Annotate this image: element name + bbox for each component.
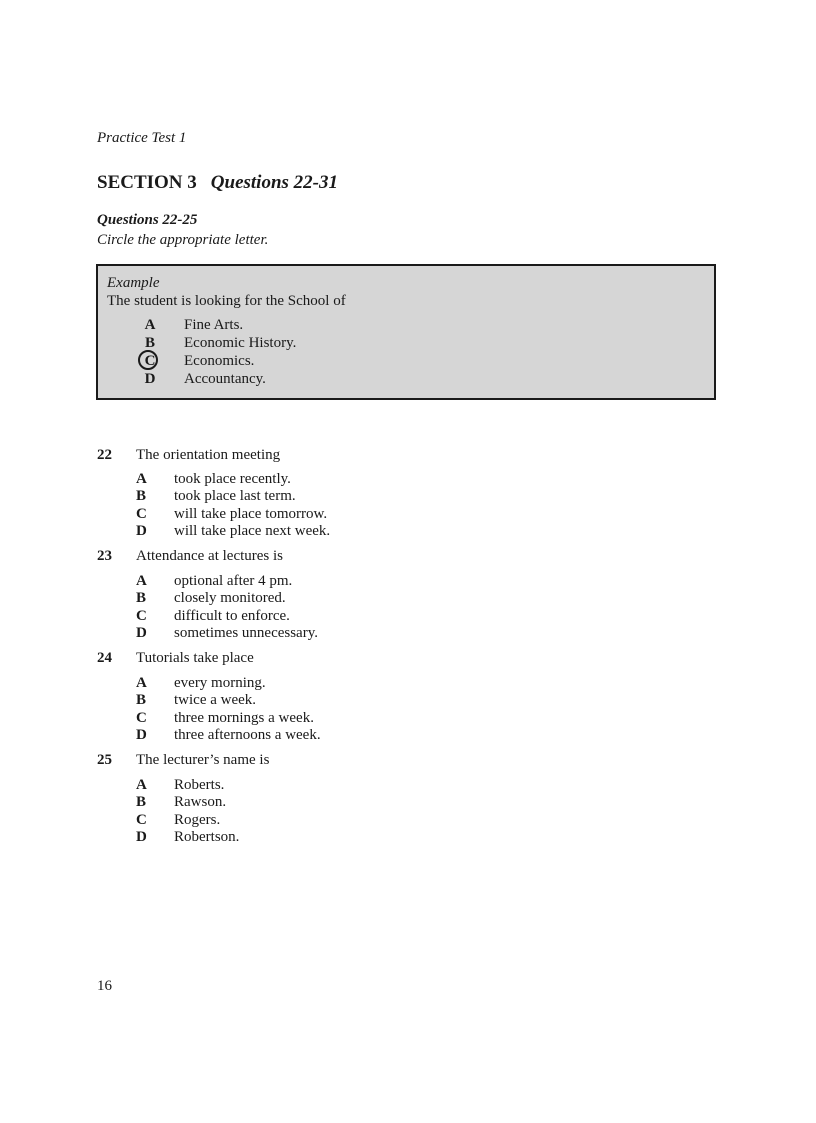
option-letter: C xyxy=(144,353,156,369)
option-text: every morning. xyxy=(174,675,266,691)
option-letter: D xyxy=(136,727,147,743)
option-letter: B xyxy=(136,692,147,708)
option-text: will take place tomorrow. xyxy=(174,506,328,522)
section-questions: Questions 22-31 xyxy=(210,172,338,193)
option-text: three afternoons a week. xyxy=(174,727,321,743)
option-letter: D xyxy=(136,625,147,641)
option-letter: C xyxy=(136,608,147,624)
question-stem: Attendance at lectures is xyxy=(136,548,284,564)
option-text: Rogers. xyxy=(174,812,221,828)
example-label: Example xyxy=(107,275,160,291)
option-text: three mornings a week. xyxy=(174,710,314,726)
question-stem: Tutorials take place xyxy=(136,650,254,666)
option-letter: B xyxy=(144,335,155,351)
option-text: Economic History. xyxy=(184,335,297,351)
section-label: SECTION 3 xyxy=(97,172,197,193)
option-text: Economics. xyxy=(184,353,255,369)
question-number: 22 xyxy=(97,447,112,463)
option-letter: D xyxy=(144,371,156,387)
option-letter: B xyxy=(136,488,147,504)
option-letter: A xyxy=(136,471,147,487)
section-title xyxy=(97,172,338,194)
option-letter: C xyxy=(136,812,147,828)
option-letter: B xyxy=(136,794,147,810)
question-stem: The orientation meeting xyxy=(136,447,281,463)
question-number: 25 xyxy=(97,752,112,768)
page-number: 16 xyxy=(97,978,112,994)
running-header: Practice Test 1 xyxy=(97,130,187,146)
option-text: Fine Arts. xyxy=(184,317,244,333)
option-text: Rawson. xyxy=(174,794,227,810)
question-number: 23 xyxy=(97,548,112,564)
example-stem: The student is looking for the School of xyxy=(107,293,346,309)
option-text: took place last term. xyxy=(174,488,296,504)
option-text: will take place next week. xyxy=(174,523,331,539)
option-text: difficult to enforce. xyxy=(174,608,290,624)
option-letter: D xyxy=(136,829,147,845)
option-text: sometimes unnecessary. xyxy=(174,625,318,641)
option-letter: A xyxy=(136,573,147,589)
option-letter: C xyxy=(136,506,147,522)
option-text: optional after 4 pm. xyxy=(174,573,293,589)
option-text: closely monitored. xyxy=(174,590,286,606)
option-text: twice a week. xyxy=(174,692,257,708)
question-stem: The lecturer’s name is xyxy=(136,752,270,768)
option-text: took place recently. xyxy=(174,471,291,487)
option-text: Robertson. xyxy=(174,829,240,845)
subsection-title: Questions 22-25 xyxy=(97,212,198,228)
option-text: Accountancy. xyxy=(184,371,266,387)
option-letter: A xyxy=(136,777,147,793)
option-letter: C xyxy=(136,710,147,726)
option-letter: A xyxy=(144,317,156,333)
example-box xyxy=(96,264,716,400)
option-letter: B xyxy=(136,590,147,606)
instruction: Circle the appropriate letter. xyxy=(97,232,269,248)
question-number: 24 xyxy=(97,650,112,666)
option-letter: D xyxy=(136,523,147,539)
answer-circle-mark xyxy=(138,350,158,370)
option-text: Roberts. xyxy=(174,777,225,793)
option-letter: A xyxy=(136,675,147,691)
